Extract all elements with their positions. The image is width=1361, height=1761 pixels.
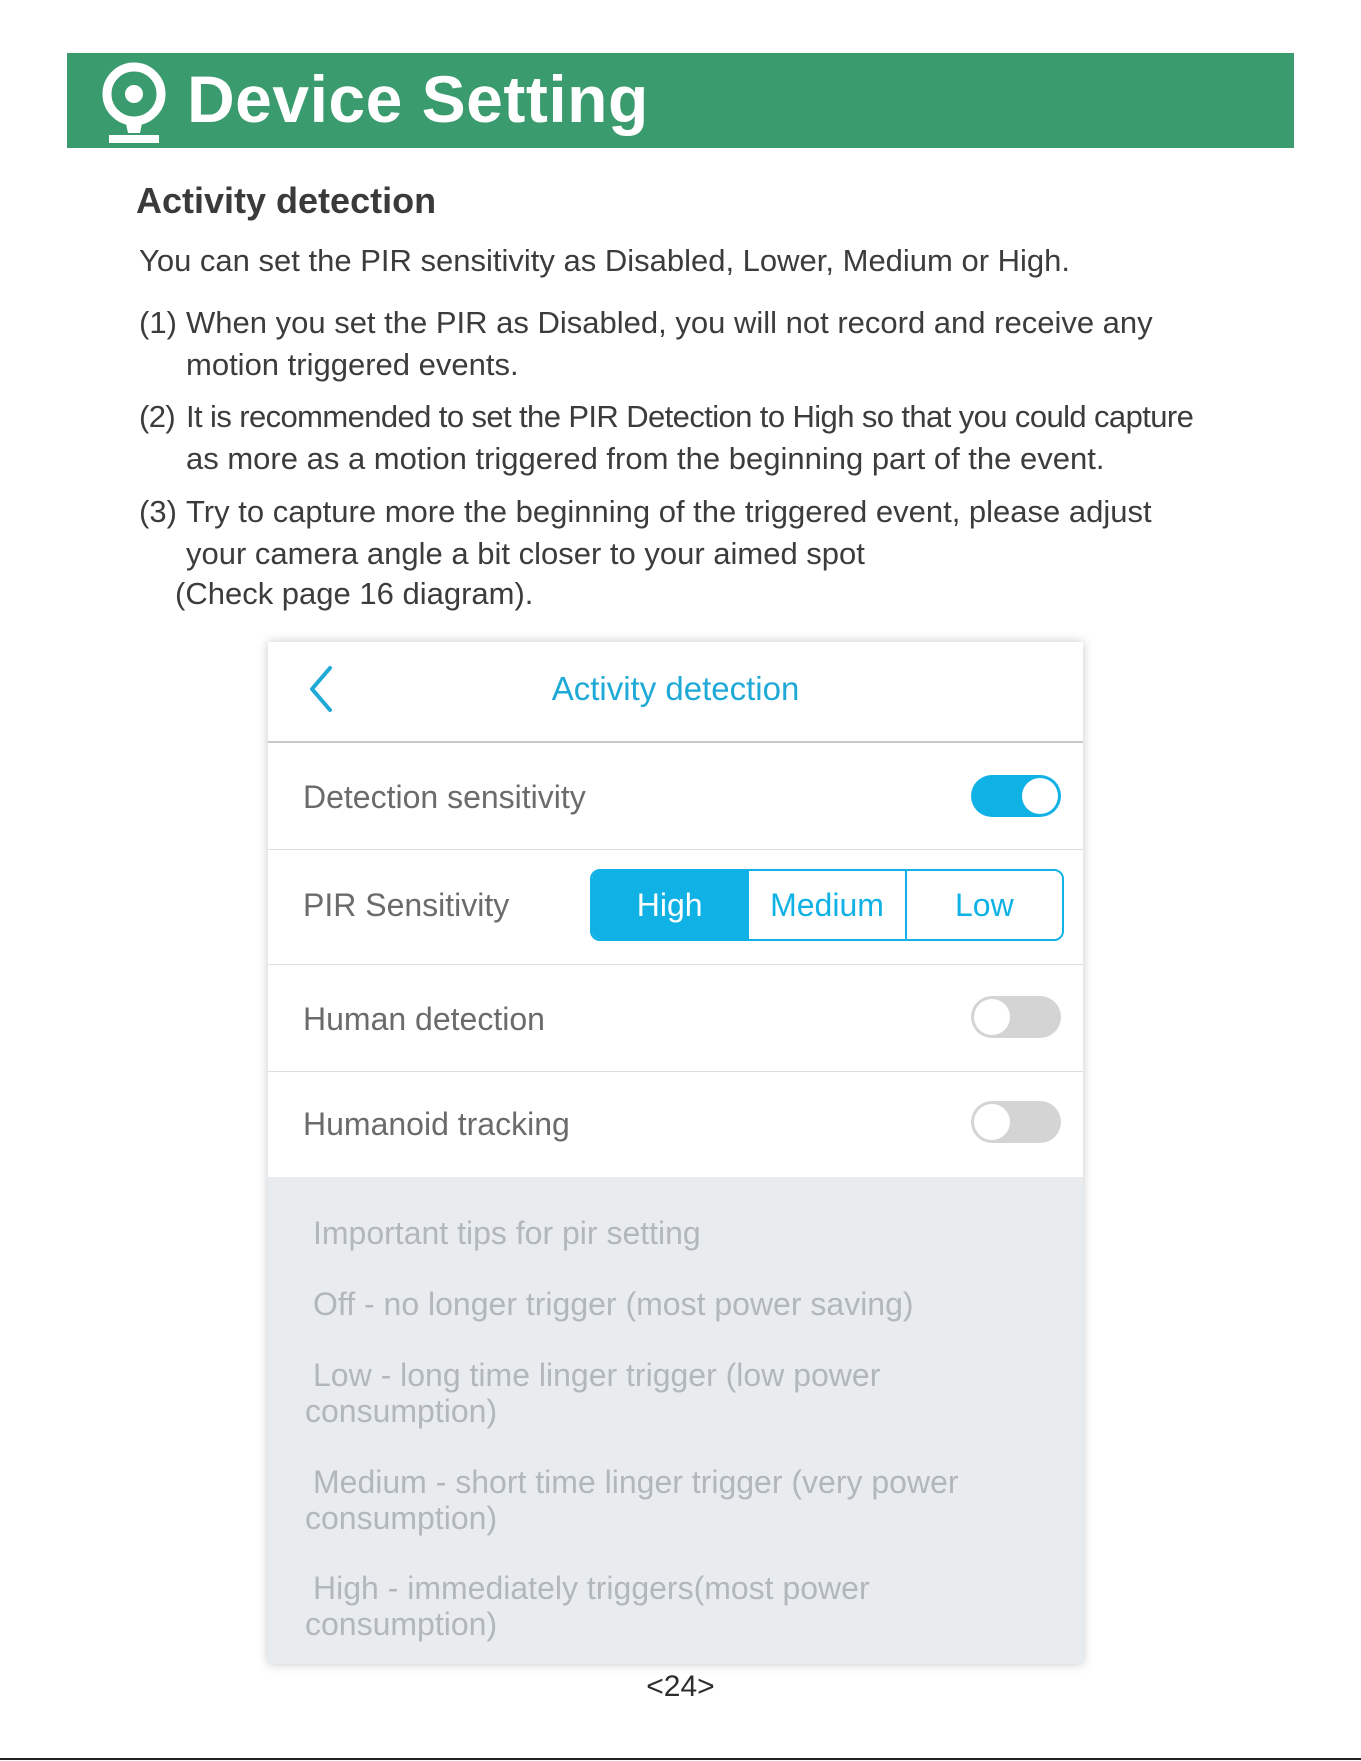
segment-low[interactable]: Low xyxy=(905,871,1062,939)
tip-high-cont: consumption) xyxy=(305,1606,498,1642)
row-label: Detection sensitivity xyxy=(303,779,586,815)
tip-off: Off - no longer trigger (most power saving) xyxy=(313,1286,914,1322)
webcam-icon xyxy=(95,61,173,145)
tip-medium-cont: consumption) xyxy=(305,1500,498,1536)
page-title: Device Setting xyxy=(187,62,649,136)
item-text: your camera angle a bit closer to your aimed spot xyxy=(186,536,865,571)
toggle-knob xyxy=(1022,778,1058,814)
row-label: PIR Sensitivity xyxy=(303,887,510,923)
app-screenshot xyxy=(268,642,1083,1664)
detection-sensitivity-toggle[interactable] xyxy=(971,775,1061,817)
list-item xyxy=(139,491,1152,575)
list-item xyxy=(139,302,1153,386)
tip-medium: Medium - short time linger trigger (very power xyxy=(313,1464,959,1500)
pir-sensitivity-segmented-control xyxy=(590,869,1064,941)
tip-low-cont: consumption) xyxy=(305,1393,498,1429)
item-text: It is recommended to set the PIR Detection to High so that you could capture xyxy=(186,399,1194,434)
item-text: When you set the PIR as Disabled, you will not record and receive any xyxy=(186,305,1153,340)
row-label: Humanoid tracking xyxy=(303,1106,570,1142)
segment-high[interactable]: High xyxy=(592,871,747,939)
header-banner xyxy=(67,53,1294,148)
humanoid-tracking-toggle[interactable] xyxy=(971,1101,1061,1143)
humanoid-tracking-row xyxy=(268,1072,1083,1177)
tips-panel xyxy=(268,1177,1083,1664)
bottom-divider xyxy=(0,1758,1361,1760)
toggle-knob xyxy=(974,999,1010,1035)
check-note: (Check page 16 diagram). xyxy=(175,576,534,611)
item-number: (1) xyxy=(139,305,177,340)
item-number: (2) xyxy=(139,399,176,434)
intro-text: You can set the PIR sensitivity as Disabled, Lower, Medium or High. xyxy=(139,243,1071,278)
human-detection-row xyxy=(268,965,1083,1072)
nav-title: Activity detection xyxy=(551,670,800,707)
item-text: Try to capture more the beginning of the triggered event, please adjust xyxy=(186,494,1152,529)
segment-medium[interactable]: Medium xyxy=(747,871,904,939)
row-label: Human detection xyxy=(303,1001,545,1037)
item-text: as more as a motion triggered from the beginning part of the event. xyxy=(186,441,1105,476)
detection-sensitivity-row xyxy=(268,743,1083,850)
item-text: motion triggered events. xyxy=(186,347,519,382)
nav-bar xyxy=(268,642,1083,743)
section-title: Activity detection xyxy=(136,180,437,221)
item-number: (3) xyxy=(139,494,177,529)
tip-low: Low - long time linger trigger (low power xyxy=(313,1357,881,1393)
list-item xyxy=(139,396,1193,480)
toggle-knob xyxy=(974,1104,1010,1140)
page-number: <24> xyxy=(646,1670,715,1703)
pir-sensitivity-row xyxy=(268,850,1083,965)
tips-heading: Important tips for pir setting xyxy=(313,1215,701,1251)
human-detection-toggle[interactable] xyxy=(971,996,1061,1038)
tip-high: High - immediately triggers(most power xyxy=(313,1570,870,1606)
